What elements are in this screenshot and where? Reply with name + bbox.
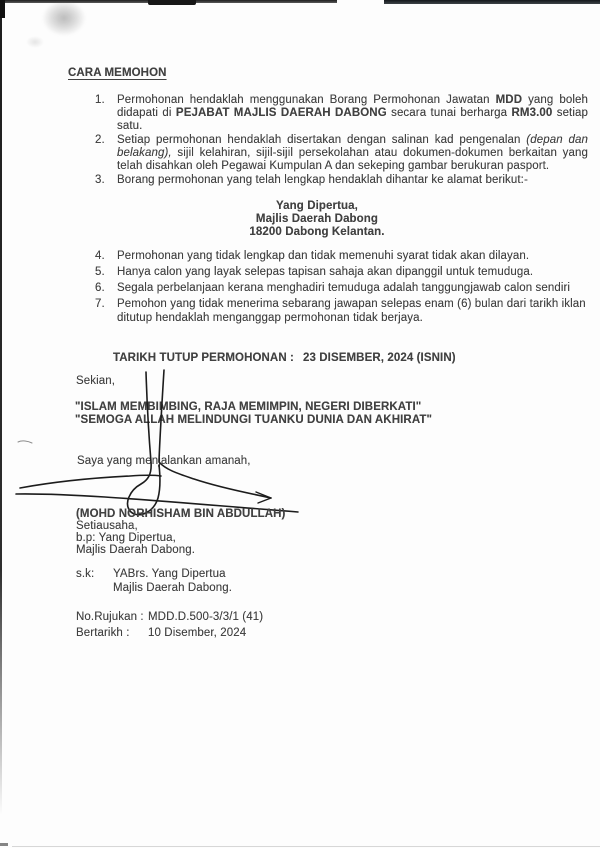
copy-to-lines xyxy=(113,568,232,595)
scan-smudge-blob xyxy=(42,0,86,36)
item-text: Borang permohonan yang telah lengkap hendaklah dihantar ke alamat berikut:- xyxy=(117,174,528,186)
address-line: 18200 Dabong Kelantan. xyxy=(249,226,385,238)
scan-corner-bottom-left xyxy=(0,843,8,846)
closing-date-label: TARIKH TUTUP PERMOHONAN : xyxy=(113,352,294,364)
copy-to-block xyxy=(76,568,232,595)
date-label: Bertarikh : xyxy=(76,626,130,639)
list-item xyxy=(95,297,588,325)
signatory-block xyxy=(76,508,285,556)
item-number: 6. xyxy=(95,282,105,294)
item-number: 3. xyxy=(95,174,105,186)
signature xyxy=(8,362,318,522)
item-text: Permohonan yang tidak lengkap dan tidak memenuhi syarat tidak akan dilayan. xyxy=(117,250,530,262)
item-text: Segala perbelanjaan kerana menghadiri temuduga adalah tanggungjawab calon sendiri xyxy=(117,282,571,294)
item-number: 1. xyxy=(95,94,105,106)
scan-smudge-faint xyxy=(26,36,44,48)
pre-signature-line: Saya yang menjalankan amanah, xyxy=(77,455,251,467)
motto-line: "ISLAM MEMBIMBING, RAJA MEMIMPIN, NEGERI DIBERKATI" xyxy=(75,401,422,413)
list-item xyxy=(95,249,588,263)
item-text: Permohonan hendaklah menggunakan Borang Permohonan Jawatan MDD yang boleh didapati di PEJABAT MAJLIS DAERAH DABONG secara tunai berharga RM3.00 setiap satu. xyxy=(117,94,589,132)
scan-corner-top-left xyxy=(0,0,5,18)
section-heading: CARA MEMOHON xyxy=(68,67,167,79)
address-line: Yang Dipertua, xyxy=(276,200,358,212)
scan-edge-top-right-band xyxy=(384,0,600,4)
item-number: 4. xyxy=(95,250,105,262)
signatory-org: Majlis Daerah Dabong. xyxy=(76,544,196,556)
numbered-list-bottom xyxy=(95,249,588,327)
scan-edge-top-dark-segment xyxy=(148,0,196,5)
item-text: Hanya calon yang layak selepas tapisan sahaja akan dipanggil untuk temuduga. xyxy=(117,266,534,278)
copy-to-line: YABrs. Yang Dipertua xyxy=(113,568,226,580)
copy-to-label: s.k: xyxy=(76,568,95,580)
reference-label: No.Rujukan : xyxy=(76,611,144,623)
copy-to-line: Majlis Daerah Dabong. xyxy=(113,581,233,594)
item-number: 5. xyxy=(95,266,105,278)
list-item xyxy=(95,265,588,279)
list-item xyxy=(95,94,588,133)
closing-word: Sekian, xyxy=(76,375,116,387)
item-number: 2. xyxy=(95,134,105,146)
scan-edge-left-line xyxy=(0,0,2,815)
signatory-name: (MOHD NORHISHAM BIN ABDULLAH) xyxy=(76,508,286,520)
date-row xyxy=(76,626,263,642)
mailing-address xyxy=(197,200,437,239)
item-text: Setiap permohonan hendaklah disertakan dengan salinan kad pengenalan (depan dan belakang), sijil kelahiran, sijil-sijil persekolahan atau dokumen-dokumen berkaitan yang telah disahkan oleh Pegawai Kumpulan A dan sekeping gambar berukuran pasport. xyxy=(117,134,588,172)
signatory-title: Setiausaha, xyxy=(76,520,138,532)
reference-row xyxy=(76,610,263,626)
reference-value: MDD.D.500-3/3/1 (41) xyxy=(148,611,264,623)
closing-date-value: 23 DISEMBER, 2024 (ISNIN) xyxy=(302,352,456,364)
list-item xyxy=(95,174,588,187)
item-text: Pemohon yang tidak menerima sebarang jawapan selepas enam (6) bulan dari tarikh iklan ditutup hendaklah menganggap permohonan tidak berjaya. xyxy=(117,298,586,324)
motto-line: "SEMOGA ALLAH MELINDUNGI TUANKU DUNIA DAN AKHIRAT" xyxy=(75,414,433,426)
numbered-list-top xyxy=(95,94,588,188)
list-item xyxy=(95,281,588,295)
address-line: Majlis Daerah Dabong xyxy=(255,213,379,225)
scan-edge-bottom-line xyxy=(12,846,600,847)
date-value: 10 Disember, 2024 xyxy=(148,626,247,639)
reference-block xyxy=(76,610,263,641)
list-item xyxy=(95,134,588,173)
signatory-bp: b.p: Yang Dipertua, xyxy=(76,532,176,544)
item-number: 7. xyxy=(95,298,105,310)
